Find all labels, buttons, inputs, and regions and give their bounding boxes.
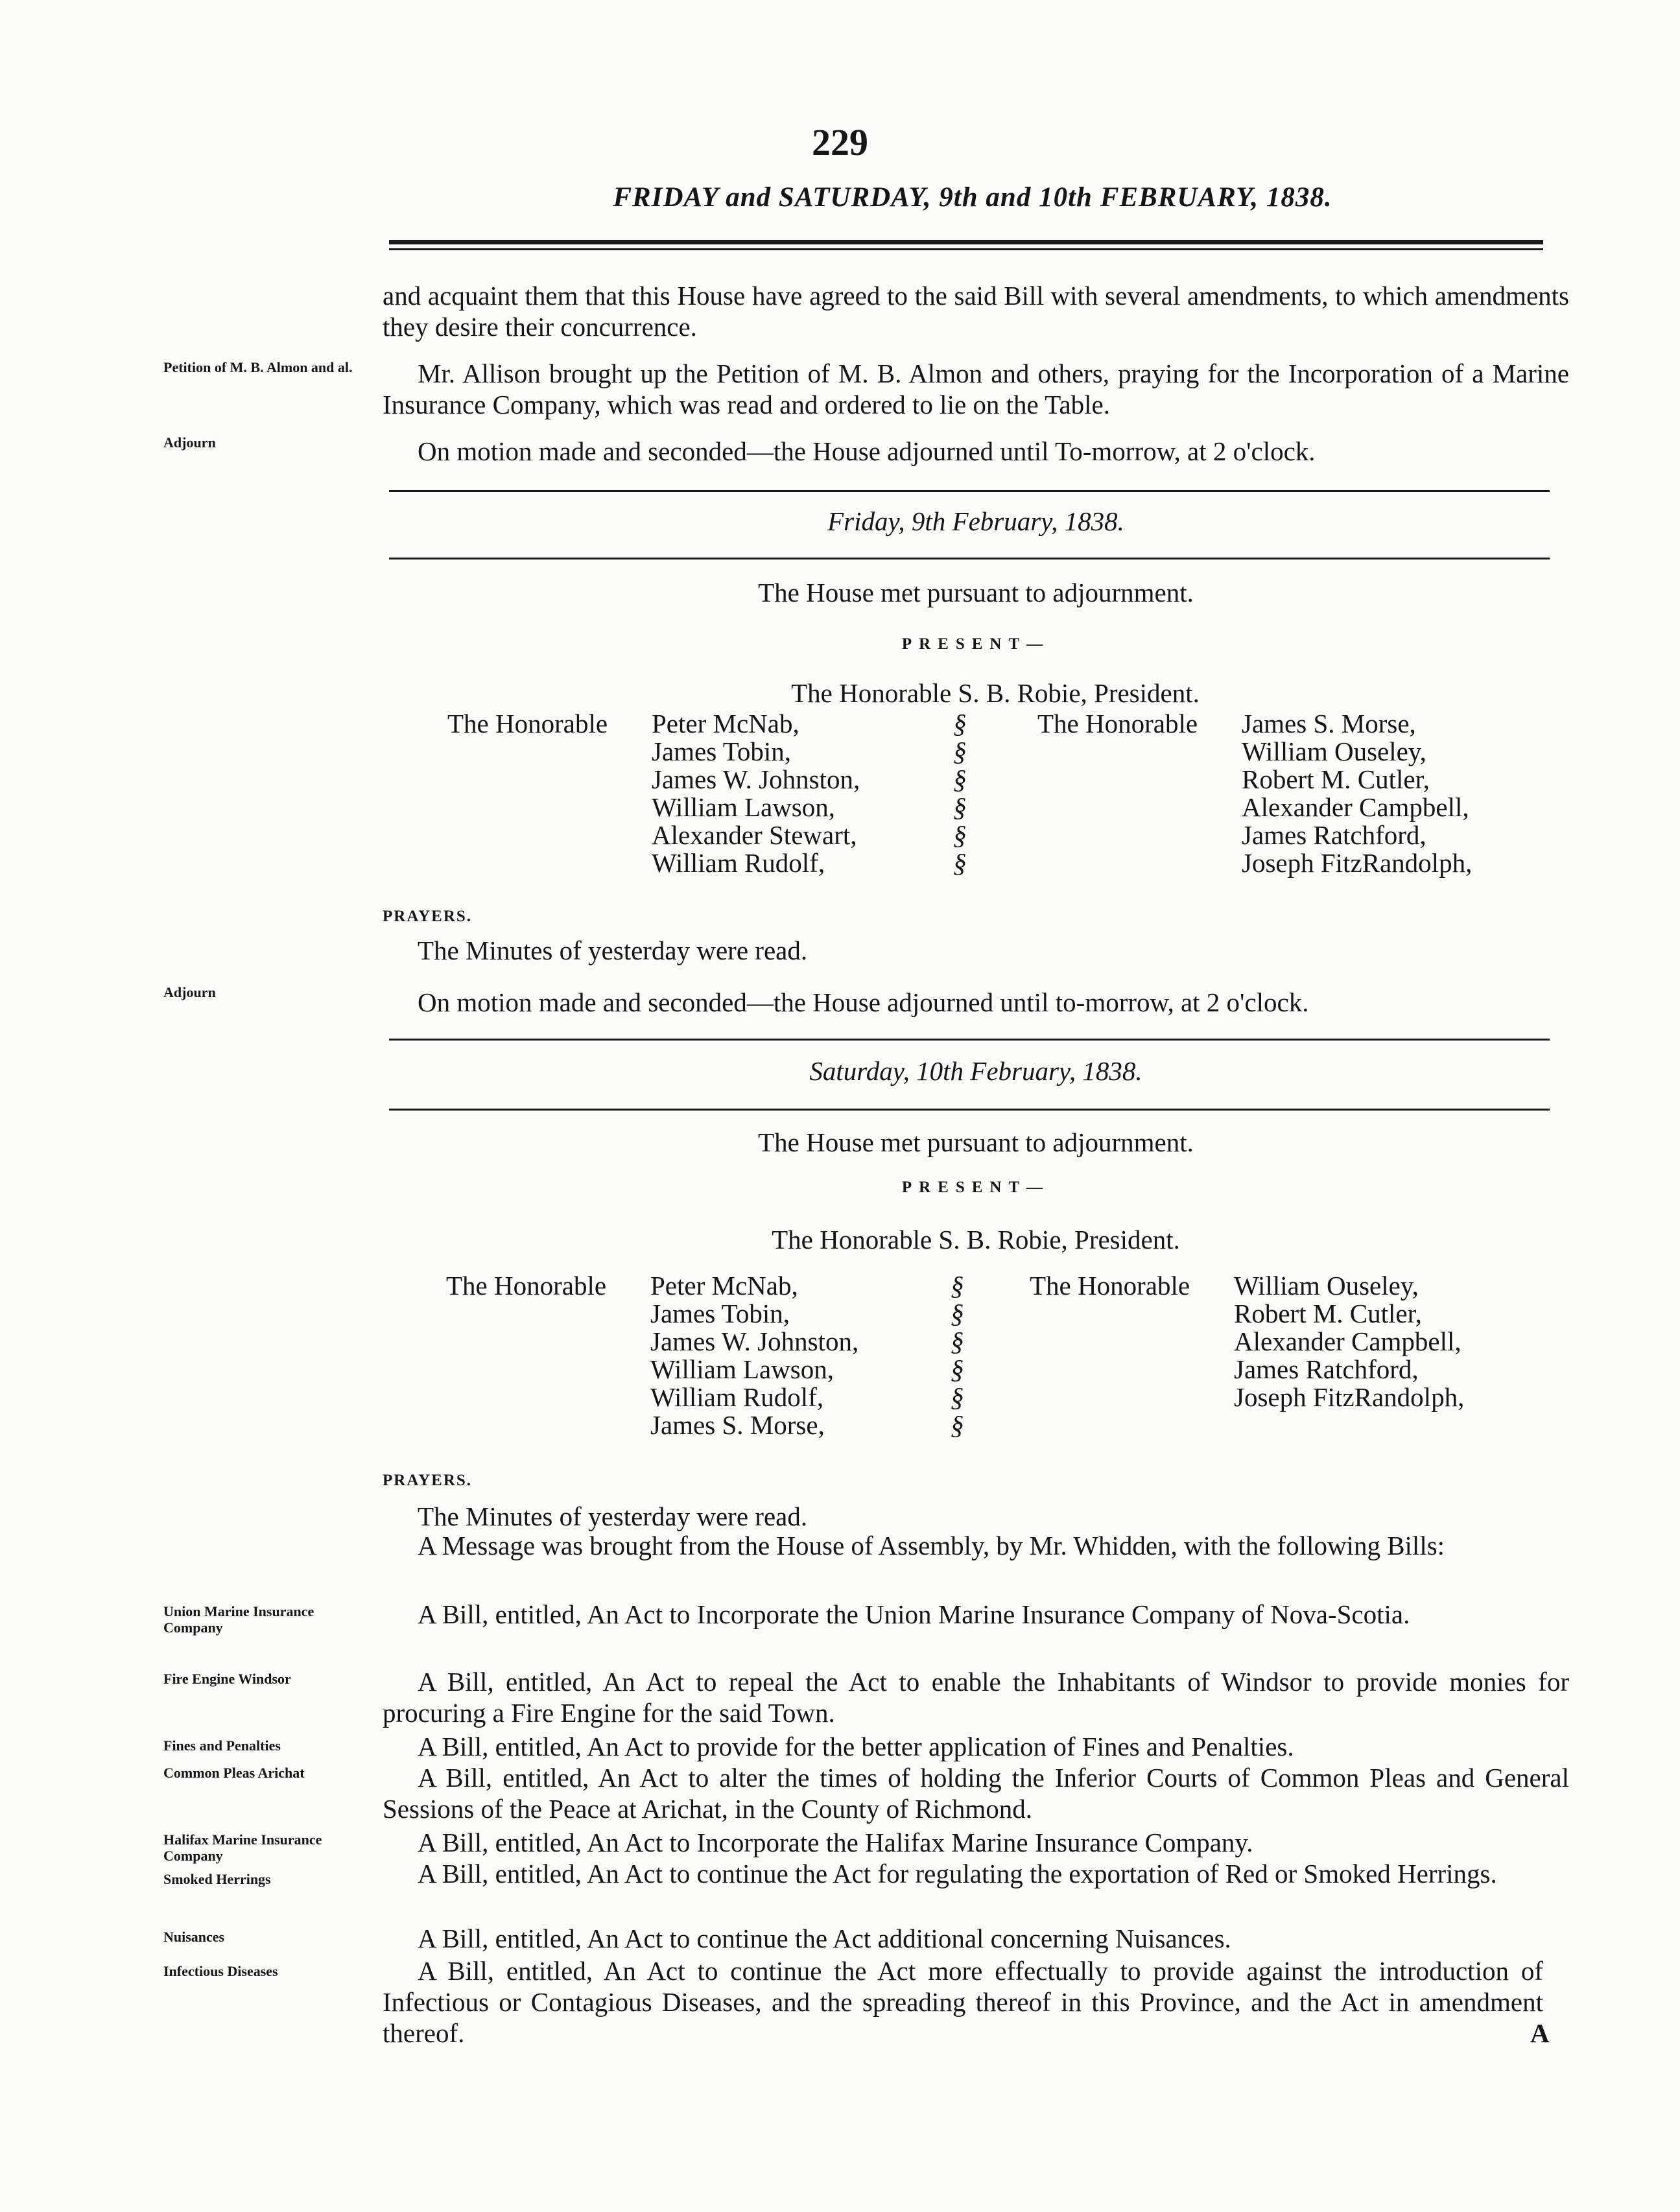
bill-paragraph: A Bill, entitled, An Act to provide for the better application of Fines and Penalties. <box>418 1732 1294 1761</box>
member-name: William Rudolf, <box>650 1382 824 1412</box>
section-mark-column <box>951 1272 964 1439</box>
saturday-present-label: PRESENT— <box>901 1179 1050 1196</box>
friday-right-names <box>1242 710 1472 877</box>
member-name: Joseph FitzRandolph, <box>1234 1382 1465 1412</box>
friday-right-prefix: The Honorable <box>1037 709 1198 738</box>
bill-paragraph: A Bill, entitled, An Act to continue the Act additional concerning Nuisances. <box>418 1924 1231 1953</box>
member-name: Peter McNab, <box>652 709 799 738</box>
member-name: Peter McNab, <box>650 1271 798 1300</box>
section-mark: § <box>951 1382 964 1412</box>
bill-paragraph: A Bill, entitled, An Act to alter the times of holding the Inferior Courts of Common Pleas and General Sessions of the Peace at Arichat, in the County of Richmond. <box>383 1763 1569 1824</box>
adjourn-paragraph: On motion made and seconded—the House adjourned until To-morrow, at 2 o'clock. <box>418 436 1316 466</box>
bill-paragraph: A Bill, entitled, An Act to repeal the Act to enable the Inhabitants of Windsor to provide monies for procuring a Fire Engine for the said Town. <box>383 1667 1569 1728</box>
saturday-prayers: PRAYERS. <box>383 1472 473 1489</box>
member-name: James Ratchford, <box>1242 820 1426 850</box>
member-name: James Ratchford, <box>1234 1354 1419 1384</box>
saturday-house-met: The House met pursuant to adjournment. <box>758 1127 1194 1157</box>
section-mark: § <box>953 820 967 850</box>
saturday-left-prefix: The Honorable <box>446 1271 607 1300</box>
bill-paragraph: A Bill, entitled, An Act to continue the Act more effectually to provide against the introduction of Infectious or Contagious Diseases, and the spreading thereof in this Province, and the Act in amendment thereof. <box>383 1956 1543 2048</box>
friday-president: The Honorable S. B. Robie, President. <box>791 678 1200 708</box>
marginal-note-bill: Fire Engine Windsor <box>163 1671 291 1687</box>
section-mark: § <box>951 1299 964 1328</box>
saturday-left-names <box>650 1272 858 1439</box>
member-name: William Ouseley, <box>1242 736 1426 766</box>
marginal-note-adjourn: Adjourn <box>163 434 216 451</box>
member-name: James Tobin, <box>650 1299 790 1328</box>
marginal-note-bill: Fines and Penalties <box>163 1737 281 1754</box>
friday-left-prefix: The Honorable <box>447 709 608 738</box>
member-name: James Tobin, <box>652 736 792 766</box>
catchword: A <box>1530 2018 1550 2048</box>
friday-left-names <box>652 710 860 877</box>
member-name: William Lawson, <box>652 792 836 822</box>
section-rule <box>389 490 1550 492</box>
running-head: FRIDAY and SATURDAY, 9th and 10th FEBRUARY, 1838. <box>613 182 1332 213</box>
member-name: James W. Johnston, <box>652 764 860 794</box>
page-number: 229 <box>812 121 868 163</box>
friday-prayers: PRAYERS. <box>383 908 473 925</box>
petition-paragraph: Mr. Allison brought up the Petition of M. B. Almon and others, praying for the Incorporation of a Marine Insurance Company, which was read and ordered to lie on the Table. <box>383 359 1569 419</box>
bill-paragraph: A Bill, entitled, An Act to Incorporate the Union Marine Insurance Company of Nova-Scotia. <box>418 1599 1410 1629</box>
member-name: Alexander Campbell, <box>1242 792 1469 822</box>
friday-minutes: The Minutes of yesterday were read. <box>418 935 808 965</box>
member-name: James S. Morse, <box>1242 709 1416 738</box>
marginal-note-adjourn: Adjourn <box>163 984 216 1000</box>
header-double-rule-top <box>389 240 1543 244</box>
section-mark: § <box>953 764 967 794</box>
marginal-note-bill: Union Marine Insurance Company <box>163 1603 314 1636</box>
marginal-note-petition: Petition of M. B. Almon and al. <box>163 359 353 375</box>
member-name: Robert M. Cutler, <box>1242 764 1430 794</box>
section-mark: § <box>951 1271 964 1300</box>
member-name: William Rudolf, <box>652 848 825 878</box>
section-mark-column <box>953 710 967 877</box>
member-name: James W. Johnston, <box>650 1326 859 1356</box>
section-mark: § <box>951 1410 964 1440</box>
friday-house-met: The House met pursuant to adjournment. <box>758 578 1194 607</box>
section-mark: § <box>951 1354 964 1384</box>
saturday-attendance <box>446 1272 1548 1447</box>
saturday-dateline: Saturday, 10th February, 1838. <box>809 1056 1142 1086</box>
marginal-note-bill: Infectious Diseases <box>163 1963 278 1979</box>
section-rule <box>389 1109 1550 1111</box>
saturday-minutes: The Minutes of yesterday were read. <box>418 1501 808 1531</box>
marginal-note-bill: Smoked Herrings <box>163 1871 271 1887</box>
member-name: Alexander Campbell, <box>1234 1326 1461 1356</box>
member-name: Robert M. Cutler, <box>1234 1299 1422 1328</box>
section-mark: § <box>953 848 967 878</box>
member-name: Alexander Stewart, <box>652 820 857 850</box>
friday-attendance <box>447 710 1550 885</box>
member-name: James S. Morse, <box>650 1410 825 1440</box>
section-rule <box>389 558 1550 559</box>
marginal-note-bill: Nuisances <box>163 1929 225 1945</box>
friday-dateline: Friday, 9th February, 1838. <box>827 506 1124 536</box>
continuation-paragraph: and acquaint them that this House have agreed to the said Bill with several amendments, to which amendments they desire their concurrence. <box>383 281 1569 342</box>
marginal-note-bill: Common Pleas Arichat <box>163 1765 305 1781</box>
marginal-note-bill: Halifax Marine Insurance Company <box>163 1831 322 1864</box>
section-mark: § <box>953 792 967 822</box>
saturday-right-names <box>1234 1272 1464 1411</box>
friday-adjourn: On motion made and seconded—the House adjourned until to-morrow, at 2 o'clock. <box>418 987 1309 1017</box>
section-mark: § <box>953 709 967 738</box>
saturday-right-prefix: The Honorable <box>1030 1271 1190 1300</box>
saturday-president: The Honorable S. B. Robie, President. <box>772 1225 1180 1254</box>
bill-paragraph: A Bill, entitled, An Act to continue the Act for regulating the exportation of Red or Smoked Herrings. <box>418 1859 1497 1888</box>
message-paragraph: A Message was brought from the House of Assembly, by Mr. Whidden, with the following Bills: <box>418 1531 1445 1560</box>
bill-paragraph: A Bill, entitled, An Act to Incorporate the Halifax Marine Insurance Company. <box>418 1828 1253 1857</box>
section-rule <box>389 1039 1550 1041</box>
friday-present-label: PRESENT— <box>901 635 1050 653</box>
header-double-rule-bottom <box>389 248 1543 250</box>
member-name: William Lawson, <box>650 1354 834 1384</box>
member-name: Joseph FitzRandolph, <box>1242 848 1473 878</box>
section-mark: § <box>953 736 967 766</box>
section-mark: § <box>951 1326 964 1356</box>
member-name: William Ouseley, <box>1234 1271 1419 1300</box>
